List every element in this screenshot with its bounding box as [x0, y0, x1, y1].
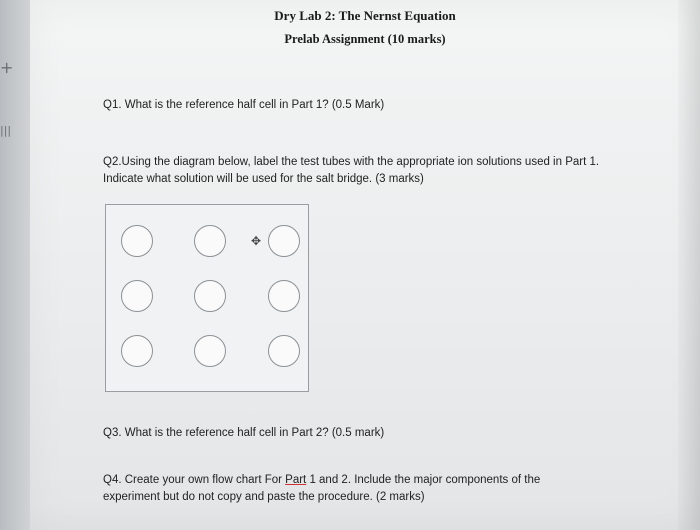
test-tube-r1-c1[interactable]: [121, 225, 153, 257]
question-4-text-start: Q4. Create your own flow chart For: [103, 474, 286, 486]
move-cursor-icon: ✥: [251, 234, 262, 248]
test-tube-r3-c2[interactable]: [194, 335, 226, 367]
question-4-part-word: Part: [285, 474, 307, 486]
test-tube-r2-c2[interactable]: [194, 280, 226, 312]
question-4: [103, 472, 563, 506]
test-tube-r2-c3[interactable]: [268, 280, 300, 312]
question-4-text-end: 1 and 2. Include the major components of the experiment but do not copy and paste the procedure. (2 marks): [103, 474, 541, 503]
question-3: Q3. What is the reference half cell in Part 2? (0.5 mark): [103, 427, 385, 439]
test-tube-r1-c2[interactable]: [194, 225, 226, 257]
test-tube-r3-c3[interactable]: [268, 335, 300, 367]
document-page: [30, 0, 700, 530]
test-tube-r2-c1[interactable]: [121, 280, 153, 312]
left-margin-strip: [0, 0, 30, 530]
question-1: Q1. What is the reference half cell in Part 1? (0.5 Mark): [103, 99, 385, 111]
bars-icon: |||: [0, 124, 12, 137]
test-tube-r1-c3[interactable]: [268, 225, 300, 257]
plus-icon: +: [0, 58, 14, 77]
page-right-edge: [678, 0, 700, 530]
document-subtitle: Prelab Assignment (10 marks): [284, 32, 446, 46]
test-tube-diagram: [105, 204, 309, 392]
question-2: Q2.Using the diagram below, label the test tubes with the appropriate ion solutions used in Part 1. Indicate what solution will be used for the salt bridge. (3 marks): [103, 156, 600, 185]
document-title: Dry Lab 2: The Nernst Equation: [274, 8, 456, 23]
test-tube-r3-c1[interactable]: [121, 335, 153, 367]
